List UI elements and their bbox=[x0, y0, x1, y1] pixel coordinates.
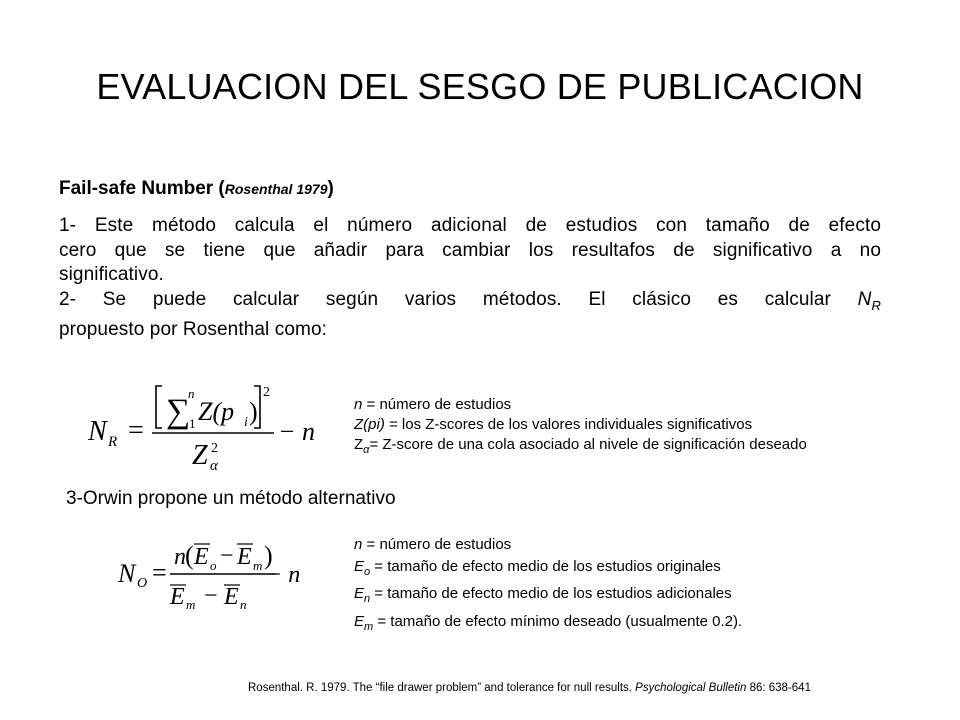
heading-label: Fail-safe Number ( bbox=[59, 178, 225, 199]
legend-text: = Z-score de una cola asociado al nivele de significación deseado bbox=[369, 436, 807, 453]
f2-lhs: N bbox=[118, 559, 136, 588]
legend-line bbox=[354, 611, 742, 639]
f1-den: Z bbox=[192, 440, 208, 471]
legend-var: E bbox=[354, 612, 365, 630]
legend-var: Z(pi) bbox=[354, 416, 385, 433]
f2-num-close: ) bbox=[264, 541, 273, 570]
f2-num-e2-sub: m bbox=[253, 558, 263, 573]
f1-lhs: N bbox=[88, 416, 107, 447]
legend-var: E bbox=[354, 585, 365, 602]
paragraph-line: significativo. bbox=[59, 264, 164, 285]
f2-den-e1: E bbox=[170, 584, 185, 610]
citation-journal: Psychological Bulletin bbox=[635, 682, 747, 694]
f2-num-e2: E bbox=[237, 544, 252, 570]
f1-sum-lower: 1 bbox=[189, 416, 196, 431]
f1-den-sup: 2 bbox=[211, 441, 218, 456]
legend-line bbox=[354, 435, 807, 460]
legend-line bbox=[354, 415, 807, 435]
f1-zfunc: Z(p bbox=[198, 397, 235, 426]
orwin-heading: 3-Orwin propone un método alternativo bbox=[66, 488, 396, 509]
legend-text: = tamaño de efecto mínimo deseado (usualmente 0.2). bbox=[373, 612, 743, 630]
f2-num-n: n bbox=[174, 544, 186, 570]
f2-num-e1-sub: o bbox=[210, 558, 217, 573]
legend-text: = tamaño de efecto medio de los estudios adicionales bbox=[370, 585, 732, 602]
legend-text: = número de estudios bbox=[362, 396, 512, 413]
heading-author: Rosenthal 1979 bbox=[224, 181, 328, 197]
nr-letter: N bbox=[857, 288, 872, 310]
f2-den-e2-sub: n bbox=[240, 597, 247, 610]
f1-sum-upper: n bbox=[188, 386, 195, 401]
legend-sub: α bbox=[363, 444, 370, 456]
legend-line bbox=[354, 395, 807, 415]
f2-den-e1-sub: m bbox=[186, 597, 196, 610]
legend-var: E bbox=[354, 557, 365, 575]
paragraph-line: cero que se tiene que añadir para cambiar los resultafos de significativo a no bbox=[59, 239, 881, 261]
legend-text: = tamaño de efecto medio de los estudios originales bbox=[370, 557, 721, 575]
orwin-legend bbox=[354, 534, 742, 638]
f2-num-minus: − bbox=[220, 543, 234, 569]
f2-den-minus: − bbox=[204, 583, 218, 609]
paragraph-line bbox=[59, 288, 881, 318]
section-heading bbox=[59, 178, 334, 200]
citation-text: Rosenthal. R. 1979. The “file drawer problem” and tolerance for null results. bbox=[248, 682, 636, 694]
f1-zfunc-sub: i bbox=[244, 415, 248, 430]
orwin-formula bbox=[118, 530, 308, 610]
legend-line bbox=[354, 534, 742, 556]
legend-sub: n bbox=[364, 593, 371, 605]
legend-var: n bbox=[354, 536, 363, 553]
f1-den-sub: α bbox=[210, 458, 218, 474]
f2-minus-n: − n bbox=[266, 562, 301, 588]
f1-minus-n: − n bbox=[278, 417, 316, 446]
slide-title: EVALUACION DEL SESGO DE PUBLICACION bbox=[96, 66, 864, 107]
legend-line bbox=[354, 556, 742, 584]
legend-line bbox=[354, 583, 742, 611]
heading-close: ) bbox=[327, 178, 334, 199]
legend-var: n bbox=[354, 396, 363, 413]
legend-var: Z bbox=[354, 436, 364, 453]
legend-text: = los Z-scores de los valores individuales significativos bbox=[384, 416, 753, 433]
f1-equals: = bbox=[128, 415, 144, 446]
f2-lhs-sub: O bbox=[137, 576, 148, 591]
nr-subscript: R bbox=[871, 297, 881, 313]
f1-lhs-sub: R bbox=[108, 434, 118, 450]
paragraph-line: 1- Este método calcula el número adicional de estudios con tamaño de efecto bbox=[59, 215, 881, 236]
body-paragraph bbox=[59, 214, 881, 342]
f1-zfunc-close: ) bbox=[249, 397, 258, 426]
paragraph-line: propuesto por Rosenthal como: bbox=[59, 318, 327, 340]
f1-power: 2 bbox=[263, 385, 270, 400]
legend-sub: o bbox=[364, 565, 371, 578]
f1-sum: ∑ bbox=[166, 393, 191, 430]
rosenthal-formula bbox=[88, 378, 318, 474]
legend-sub: m bbox=[364, 620, 374, 633]
f2-num-e1: E bbox=[194, 544, 209, 570]
rosenthal-legend bbox=[354, 395, 807, 460]
paragraph-text: 2- Se puede calcular según varios métodos. El clásico es calcular bbox=[59, 288, 858, 310]
citation bbox=[248, 682, 811, 694]
citation-pages: 86: 638-641 bbox=[746, 682, 811, 694]
f2-num-open: ( bbox=[185, 541, 194, 570]
f2-den-e2: E bbox=[224, 584, 239, 610]
f2-equals: = bbox=[152, 558, 167, 587]
legend-text: = número de estudios bbox=[362, 536, 512, 553]
f1-left-bracket bbox=[156, 386, 162, 428]
nr-variable bbox=[857, 288, 881, 313]
